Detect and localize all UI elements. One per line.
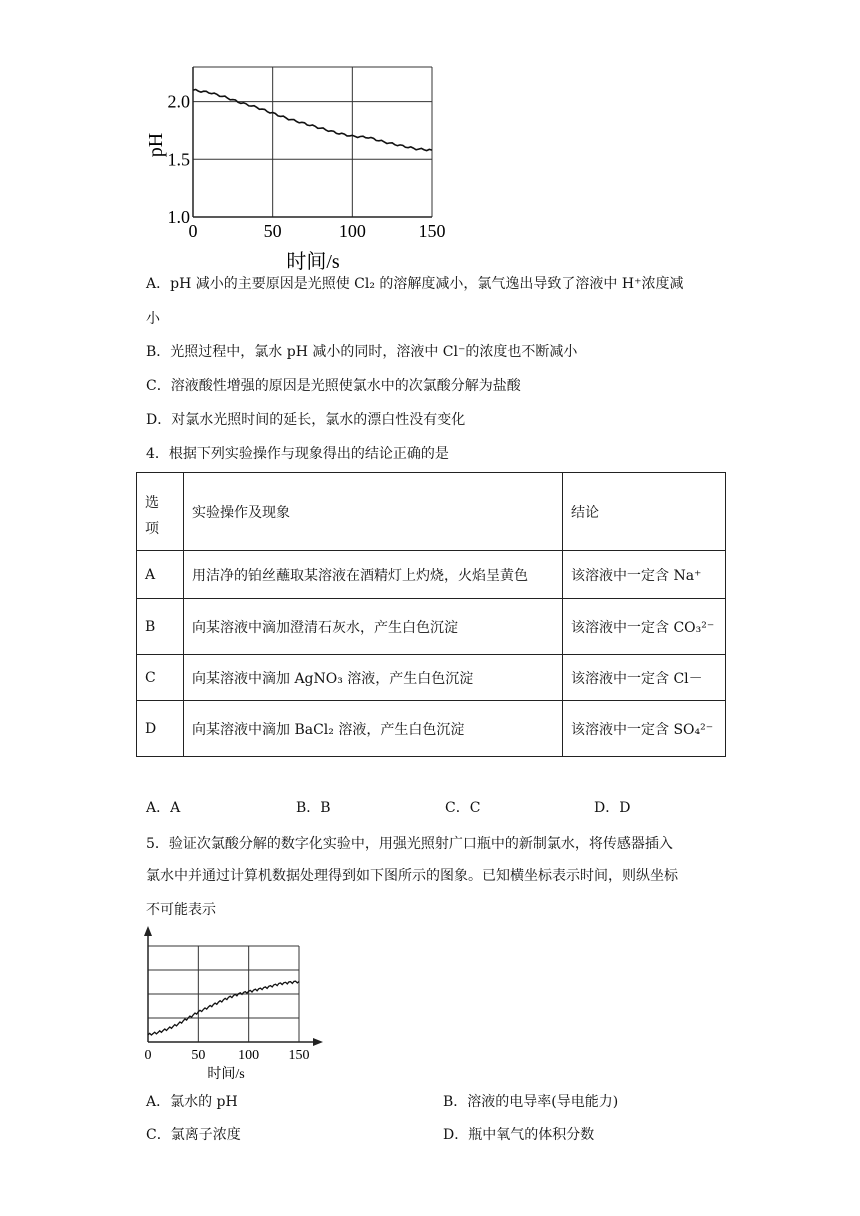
header-option-cell xyxy=(137,473,184,551)
x-axis-arrow xyxy=(313,1038,323,1046)
header-operation-cell: 实验操作及现象 xyxy=(184,473,563,551)
chart-series xyxy=(193,90,432,151)
q5-option-a: A．氯水的 pH xyxy=(146,1094,238,1110)
q4-choice-c: C．C xyxy=(445,800,481,816)
q3-option-a-line1: A．pH 减小的主要原因是光照使 Cl₂ 的溶解度减小，氯气逸出导致了溶液中 H⁺浓度减 xyxy=(146,276,684,292)
ph-time-chart xyxy=(140,55,460,275)
row-option: C xyxy=(137,655,184,701)
x-tick-label: 150 xyxy=(418,221,446,241)
sensor-series-line xyxy=(148,981,299,1035)
row-operation: 向某溶液中滴加 BaCl₂ 溶液，产生白色沉淀 xyxy=(184,701,563,757)
row-operation: 用洁净的铂丝蘸取某溶液在酒精灯上灼烧，火焰呈黄色 xyxy=(184,551,563,599)
header-option-label-b: 项 xyxy=(145,520,159,537)
q3-option-d: D．对氯水光照时间的延长，氯水的漂白性没有变化 xyxy=(146,412,466,428)
row-option: D xyxy=(137,701,184,757)
chart-tick-labels xyxy=(145,1048,310,1063)
x-tick-label: 100 xyxy=(338,221,366,241)
q3-option-b: B．光照过程中，氯水 pH 减小的同时，溶液中 Cl⁻的浓度也不断减小 xyxy=(146,344,578,360)
y-tick-label: 1.0 xyxy=(167,207,190,227)
x-tick-label: 0 xyxy=(188,221,198,241)
q5-option-d: D．瓶中氧气的体积分数 xyxy=(443,1127,595,1143)
q5-option-c: C．氯离子浓度 xyxy=(146,1127,241,1143)
q5-stem-line3: 不可能表示 xyxy=(146,902,216,918)
x-tick-label: 50 xyxy=(263,221,282,241)
y-axis-label: pH xyxy=(145,132,167,158)
row-conclusion: 该溶液中一定含 CO₃²⁻ xyxy=(563,599,726,655)
row-option: B xyxy=(137,599,184,655)
chart-tick-labels xyxy=(168,92,446,241)
row-conclusion: 该溶液中一定含 Cl－ xyxy=(563,655,726,701)
header-conclusion-cell: 结论 xyxy=(563,473,726,551)
q4-table xyxy=(136,472,726,757)
row-option: A xyxy=(137,551,184,599)
q4-choice-d: D．D xyxy=(594,800,631,816)
chart-series xyxy=(148,981,299,1035)
chart-axes xyxy=(193,67,432,217)
table-header-row xyxy=(137,473,726,551)
q3-option-c: C．溶液酸性增强的原因是光照使氯水中的次氯酸分解为盐酸 xyxy=(146,378,521,394)
x-axis-label: 时间/s xyxy=(207,1067,245,1082)
q4-choice-b: B．B xyxy=(296,800,331,816)
x-tick-label: 100 xyxy=(238,1048,260,1063)
row-operation: 向某溶液中滴加澄清石灰水，产生白色沉淀 xyxy=(184,599,563,655)
table-row xyxy=(137,599,726,655)
q4-stem: 4．根据下列实验操作与现象得出的结论正确的是 xyxy=(146,446,449,462)
q5-stem-line1: 5．验证次氯酸分解的数字化实验中，用强光照射广口瓶中的新制氯水，将传感器插入 xyxy=(146,836,673,852)
table-row xyxy=(137,701,726,757)
row-conclusion: 该溶液中一定含 SO₄²⁻ xyxy=(563,701,726,757)
y-axis-arrow xyxy=(144,926,152,936)
ph-series-line xyxy=(193,90,432,151)
row-conclusion: 该溶液中一定含 Na⁺ xyxy=(563,551,726,599)
sensor-time-chart xyxy=(136,922,326,1084)
y-tick-label: 1.5 xyxy=(167,149,190,170)
table-row xyxy=(137,551,726,599)
x-tick-label: 150 xyxy=(288,1048,310,1063)
q5-option-b: B．溶液的电导率(导电能力) xyxy=(443,1094,619,1110)
header-option-label-a: 选 xyxy=(145,494,159,511)
x-tick-label: 50 xyxy=(191,1048,206,1063)
table-row xyxy=(137,655,726,701)
q4-choice-a: A．A xyxy=(146,800,181,816)
x-tick-label: 0 xyxy=(144,1048,152,1063)
q5-stem-line2: 氯水中并通过计算机数据处理得到如下图所示的图象。已知横坐标表示时间，则纵坐标 xyxy=(146,868,678,884)
row-operation: 向某溶液中滴加 AgNO₃ 溶液，产生白色沉淀 xyxy=(184,655,563,701)
y-tick-label: 2.0 xyxy=(167,91,190,112)
q3-option-a-line2: 小 xyxy=(146,311,160,327)
chart-grid xyxy=(193,67,432,217)
x-axis-label: 时间/s xyxy=(286,251,340,273)
